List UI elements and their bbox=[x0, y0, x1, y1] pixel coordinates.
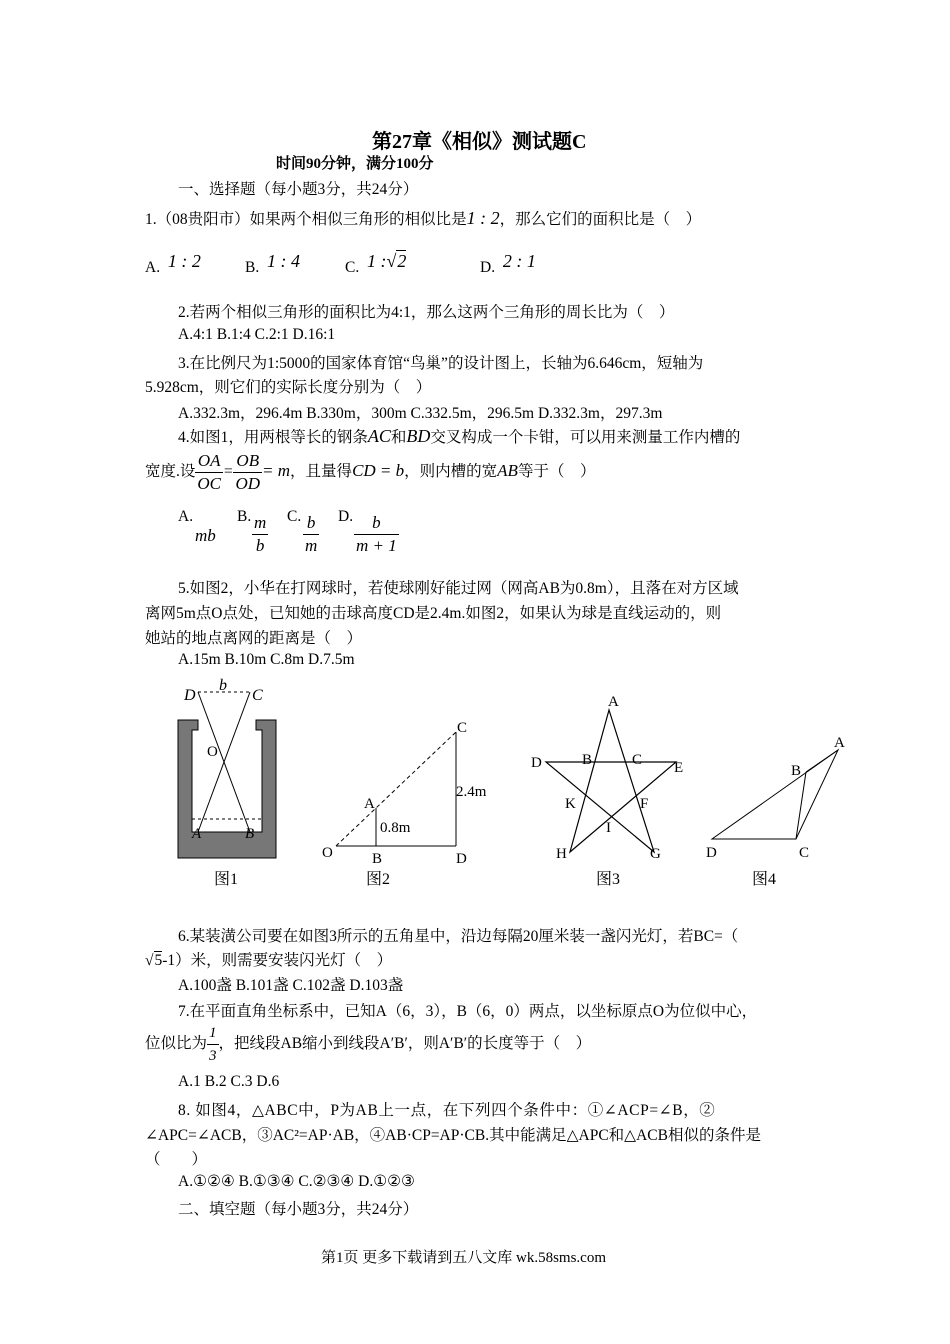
q7-options: A.1 B.2 C.3 D.6 bbox=[178, 1073, 280, 1090]
fig2-label-c: C bbox=[457, 720, 468, 736]
fig2-label-height: 2.4m bbox=[456, 784, 487, 800]
q5-line1: 5.如图2，小华在打网球时，若使球刚好能过网（网高AB为0.8m），且落在对方区域 bbox=[178, 580, 739, 597]
fig1-label-d: D bbox=[184, 687, 196, 704]
fig1-caption: 图1 bbox=[214, 871, 239, 888]
q3-options: A.332.3m，296.4m B.330m，300m C.332.5m，296.5m D.332.3m，297.3m bbox=[178, 405, 663, 422]
q1-stem: 1.（08贵阳市）如果两个相似三角形的相似比是1 : 2，那么它们的面积比是（ ） bbox=[145, 208, 702, 228]
page-footer: 第1页 更多下载请到五八文库 wk.58sms.com bbox=[321, 1250, 607, 1266]
fig4-label-a: A bbox=[834, 735, 845, 751]
figure-2 bbox=[318, 712, 508, 897]
fig2-label-b: B bbox=[372, 851, 383, 867]
fig3-label-b: B bbox=[582, 752, 593, 768]
q8-options: A.①②④ B.①③④ C.②③④ D.①②③ bbox=[178, 1173, 415, 1190]
q3-line2: 5.928cm，则它们的实际长度分别为（ ） bbox=[145, 379, 432, 396]
q8-line3: （ ） bbox=[145, 1151, 208, 1168]
fig4-label-b: B bbox=[791, 763, 802, 779]
q6-options: A.100盏 B.101盏 C.102盏 D.103盏 bbox=[178, 977, 404, 994]
fig2-label-a: A bbox=[364, 796, 375, 812]
fig3-label-k: K bbox=[565, 796, 576, 812]
q6-line1: 6.某装潢公司要在如图3所示的五角星中，沿边每隔20厘米装一盏闪光灯，若BC=（ bbox=[178, 928, 739, 945]
fig3-label-f: F bbox=[640, 796, 649, 812]
q4-option-a-value: mb bbox=[195, 526, 216, 545]
q7-line1: 7.在平面直角坐标系中，已知A（6，3），B（6，0）两点，以坐标原点O为位似中心， bbox=[178, 1003, 758, 1020]
q7-line2: 位似比为 $\frac{1}{3}$ ，把线段AB缩小到线段A′B′，则A′B′的长度等于（ ） bbox=[145, 1022, 591, 1067]
q8-line1: 8. 如图4，△ABC中，P为AB上一点，在下列四个条件中：①∠ACP=∠B，② bbox=[178, 1102, 716, 1119]
section-fill-heading: 二、填空题（每小题3分，共24分） bbox=[178, 1201, 419, 1218]
fig2-label-net: 0.8m bbox=[380, 820, 411, 836]
fig4-label-d: D bbox=[706, 845, 717, 861]
fig2-label-d: D bbox=[456, 851, 467, 867]
q4-frac-oa-oc: $\frac{OA}{OC}$ bbox=[197, 451, 222, 493]
q8-line2: ∠APC=∠ACB，③AC²=AP·AB，④AB·CP=AP·CB.其中能满足△APC和△ACB相似的条件是 bbox=[145, 1127, 761, 1144]
q6-line2: √5-1）米，则需要安装闪光灯（ ） bbox=[145, 952, 393, 969]
figure-4 bbox=[700, 728, 860, 898]
page-subtitle: 时间90分钟，满分100分 bbox=[276, 156, 434, 172]
q4-option-c: C. bbox=[287, 508, 302, 525]
q4-line2: 宽度.设 $\frac{OA}{OC}$ = $\frac{OB}{OD}$ = m，且量得CD = b，则内槽的宽AB等于（ ） bbox=[145, 451, 596, 493]
fig1-label-b: b bbox=[219, 677, 227, 694]
fig3-star bbox=[546, 710, 676, 852]
q4-option-a: A. bbox=[178, 508, 194, 525]
fig3-caption: 图3 bbox=[596, 871, 621, 888]
q4-option-d-frac: $\frac{b}{m + 1}$ bbox=[356, 513, 397, 555]
fig3-label-a: A bbox=[608, 694, 619, 710]
q1-option-d: D. 2 : 1 bbox=[480, 251, 536, 276]
fig1-label-o: O bbox=[207, 744, 218, 760]
q5-line2: 离网5m点O点处，已知她的击球高度CD是2.4m.如图2，如果认为球是直线运动的，则 bbox=[145, 605, 722, 622]
q4-option-b-frac: $\frac{m}{b}$ bbox=[254, 513, 267, 555]
q4-frac-ob-od: $\frac{OB}{OD}$ bbox=[235, 451, 261, 493]
page-title: 第27章《相似》测试题C bbox=[372, 131, 587, 153]
fig3-label-d: D bbox=[531, 755, 542, 771]
fig2-label-o: O bbox=[322, 845, 333, 861]
q4-option-d: D. bbox=[338, 508, 354, 525]
q2-stem: 2.若两个相似三角形的面积比为4:1，那么这两个三角形的周长比为（ ） bbox=[178, 304, 675, 321]
figure-3 bbox=[520, 686, 700, 897]
q7-frac: $\frac{1}{3}$ bbox=[207, 1022, 219, 1067]
fig3-label-h: H bbox=[556, 846, 567, 862]
fig1-label-a: A bbox=[192, 826, 202, 842]
q2-options: A.4:1 B.1:4 C.2:1 D.16:1 bbox=[178, 326, 336, 343]
section-choice-heading: 一、选择题（每小题3分，共24分） bbox=[178, 181, 419, 198]
fig2-caption: 图2 bbox=[366, 871, 391, 888]
q4-option-b: B. bbox=[237, 508, 252, 525]
q5-options: A.15m B.10m C.8m D.7.5m bbox=[178, 651, 355, 668]
fig3-label-i: I bbox=[606, 820, 611, 836]
fig1-label-c: C bbox=[252, 687, 263, 704]
q1-option-a: A. 1 : 2 bbox=[145, 251, 201, 276]
fig4-caption: 图4 bbox=[752, 871, 777, 888]
fig1-label-b2: B bbox=[245, 826, 255, 842]
fig4-label-c: C bbox=[799, 845, 810, 861]
fig3-label-e: E bbox=[674, 760, 684, 776]
q5-line3: 她站的地点离网的距离是（ ） bbox=[145, 630, 363, 647]
q4-line1: 4.如图1，用两根等长的钢条AC和BD交叉构成一个卡钳，可以用来测量工作内槽的 bbox=[178, 426, 741, 446]
figure-1 bbox=[170, 672, 290, 897]
q1-option-b: B. 1 : 4 bbox=[245, 251, 300, 276]
fig3-label-g: G bbox=[650, 846, 661, 862]
q3-line1: 3.在比例尺为1:5000的国家体育馆“鸟巢”的设计图上，长轴为6.646cm，短轴为 bbox=[178, 355, 704, 372]
fig3-label-c: C bbox=[632, 752, 643, 768]
q4-option-c-frac: $\frac{b}{m}$ bbox=[305, 513, 318, 555]
q1-option-c: C. 1 :√2 bbox=[345, 251, 407, 276]
